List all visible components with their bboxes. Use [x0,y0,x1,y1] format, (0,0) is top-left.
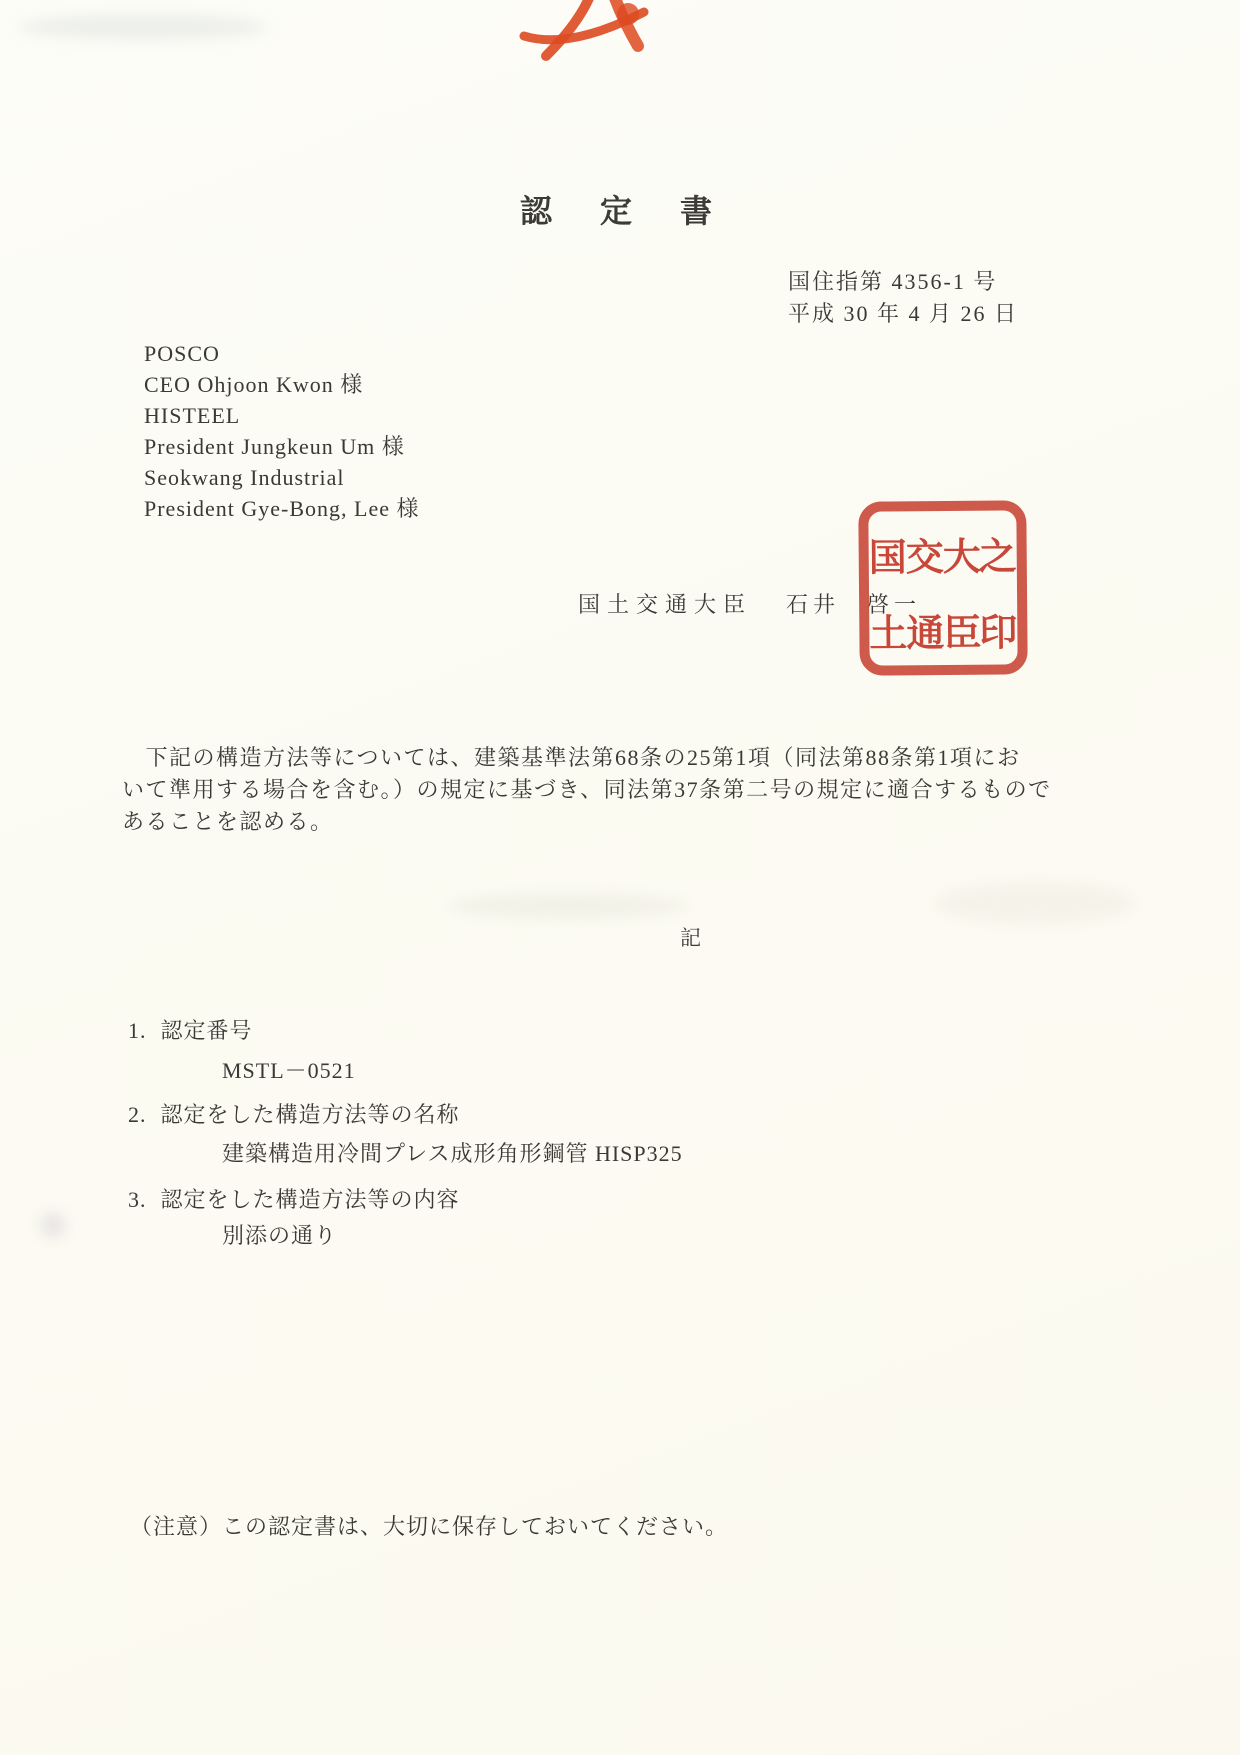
addressee-line: HISTEEL [144,403,241,428]
seal-char: 国 [868,537,907,580]
section-marker: 記 [680,926,702,950]
item-2-value: 建築構造用冷間プレス成形角形鋼管 HISP325 [222,1141,683,1166]
item-2-label [128,1098,460,1129]
item-3-title: 認定をした構造方法等の内容 [160,1187,460,1212]
seal-char: 印 [979,612,1018,655]
scan-artifact [935,882,1135,924]
seal-char: 通 [906,612,945,656]
scan-artifact [18,14,268,40]
addressee-line: CEO Ohjoon Kwon 様 [144,372,364,397]
item-2-number: 2. [128,1102,147,1127]
partial-red-stamp-icon [518,0,652,62]
reference-number: 国住指第 4356-1 号 [788,269,998,294]
body-paragraph [122,742,1152,838]
item-1-title: 認定番号 [160,1018,253,1043]
item-1-value: MSTL－0521 [222,1058,356,1083]
reference-block [788,266,1018,330]
seal-char: 大 [942,536,981,580]
seal-char: 臣 [943,612,982,655]
item-1-number: 1. [128,1018,147,1043]
addressee-line: President Gye-Bong, Lee 様 [144,496,420,521]
scan-artifact [40,1212,66,1238]
issue-date: 平成 30 年 4 月 26 日 [788,301,1019,326]
item-2-title: 認定をした構造方法等の名称 [160,1102,460,1127]
body-line: あることを認める。 [122,809,334,834]
item-3-value: 別添の通り [222,1223,338,1248]
signature-office: 国土交通大臣 [578,592,753,617]
seal-char: 土 [869,613,908,656]
item-1-label [128,1014,253,1045]
scan-artifact [448,894,688,918]
item-3-number: 3. [128,1187,147,1212]
signature-name: 石井 啓一 [786,592,922,617]
seal-char: 交 [905,536,944,580]
addressee-list [144,338,420,524]
minister-seal-stamp [855,497,1031,679]
seal-char: 之 [978,536,1017,579]
item-3-label [128,1183,460,1214]
addressee-line: President Jungkeun Um 様 [144,434,405,459]
document-title: 認 定 書 [519,193,720,229]
addressee-line: Seokwang Industrial [144,465,345,490]
addressee-line: POSCO [144,341,220,366]
body-line: 下記の構造方法等については、建築基準法第68条の25第1項（同法第88条第1項にお [122,745,1021,770]
note-line: （注意）この認定書は、大切に保存しておいてください。 [130,1514,729,1539]
body-line: いて準用する場合を含む。）の規定に基づき、同法第37条第二号の規定に適合するもので [122,777,1052,802]
